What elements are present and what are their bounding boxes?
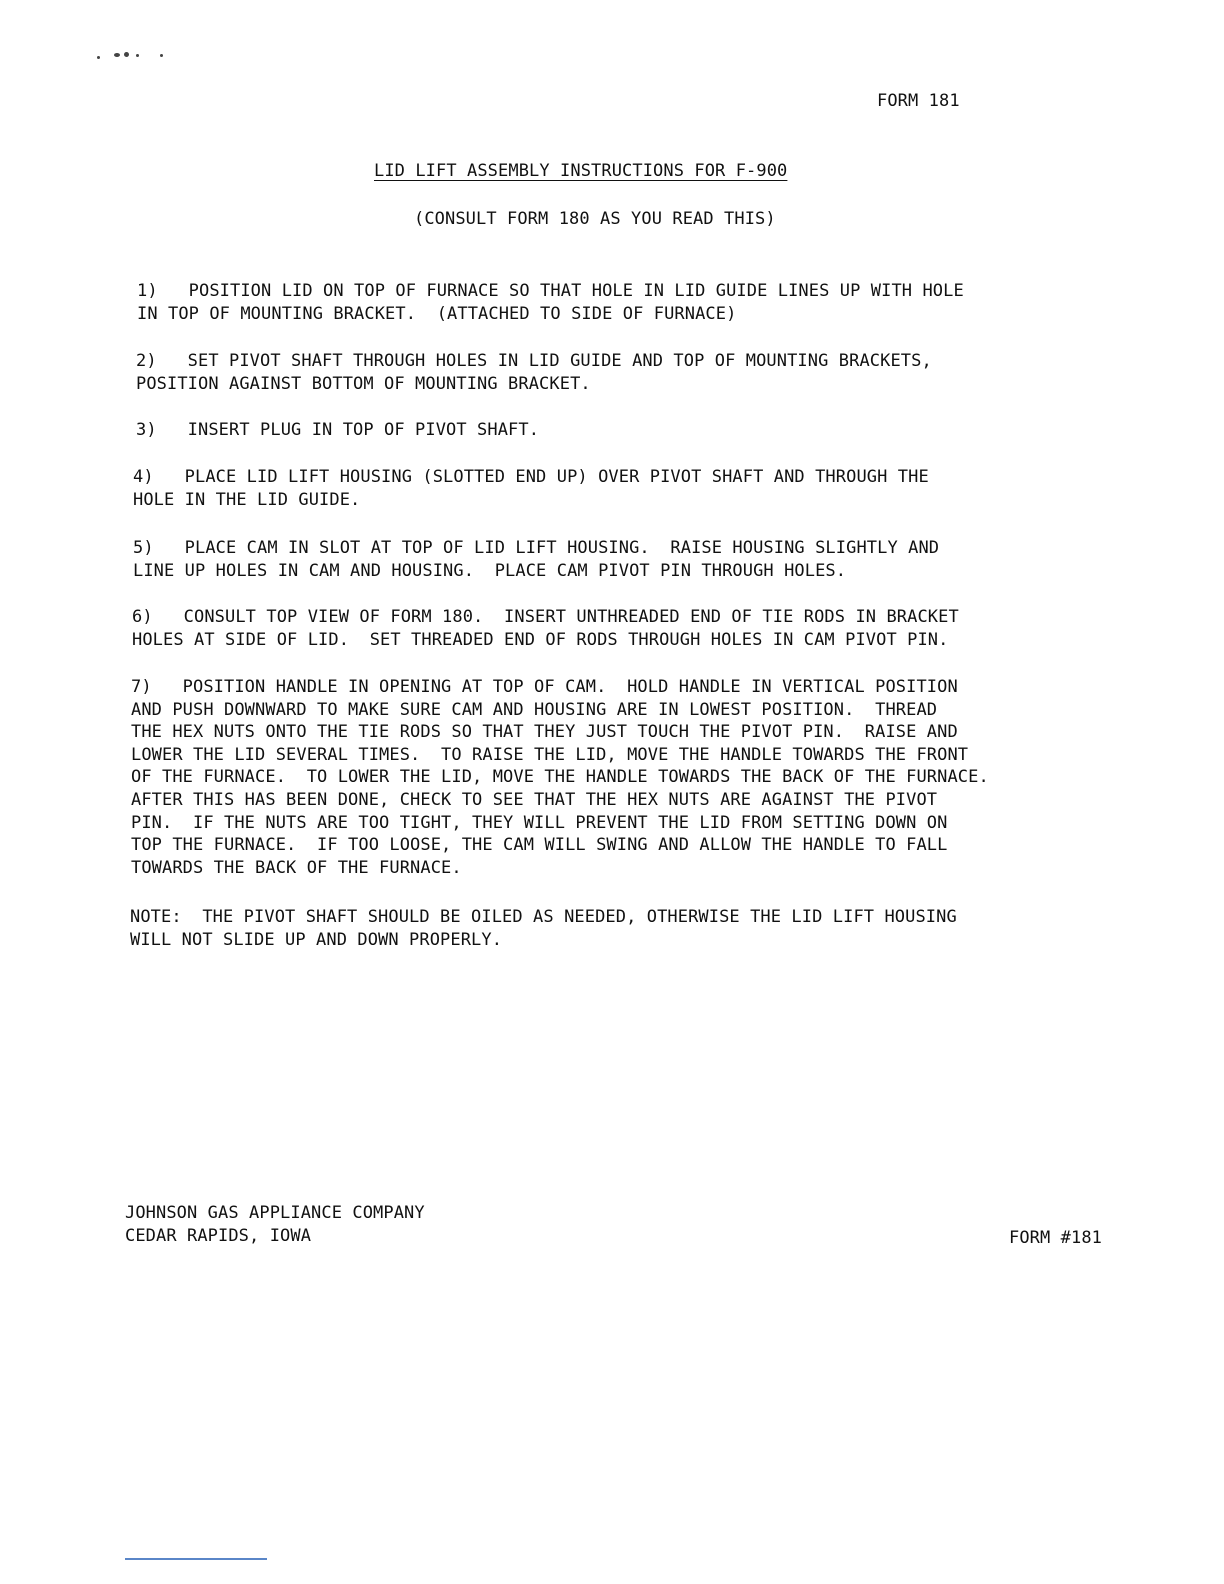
step-line: LINE UP HOLES IN CAM AND HOUSING. PLACE CAM PIVOT PIN THROUGH HOLES.: [133, 560, 847, 581]
step-line: AND PUSH DOWNWARD TO MAKE SURE CAM AND HOUSING ARE IN LOWEST POSITION. THREAD: [131, 699, 938, 720]
step-line: HOLES AT SIDE OF LID. SET THREADED END OF RODS THROUGH HOLES IN CAM PIVOT PIN.: [132, 629, 949, 650]
step-1: [137, 280, 1187, 325]
step-line: LOWER THE LID SEVERAL TIMES. TO RAISE THE LID, MOVE THE HANDLE TOWARDS THE FRONT: [131, 744, 969, 765]
document-title: LID LIFT ASSEMBLY INSTRUCTIONS FOR F-900: [374, 161, 788, 181]
step-7: [131, 676, 1181, 879]
step-line: 6) CONSULT TOP VIEW OF FORM 180. INSERT UNTHREADED END OF TIE RODS IN BRACKET: [132, 607, 959, 627]
step-line: PIN. IF THE NUTS ARE TOO TIGHT, THEY WILL PREVENT THE LID FROM SETTING DOWN ON: [131, 812, 948, 833]
note-line: WILL NOT SLIDE UP AND DOWN PROPERLY.: [130, 929, 503, 950]
step-line: 7) POSITION HANDLE IN OPENING AT TOP OF CAM. HOLD HANDLE IN VERTICAL POSITION: [131, 677, 958, 697]
scan-speck: [114, 53, 120, 57]
step-line: THE HEX NUTS ONTO THE TIE RODS SO THAT THEY JUST TOUCH THE PIVOT PIN. RAISE AND: [131, 722, 958, 743]
step-line: TOWARDS THE BACK OF THE FURNACE.: [131, 857, 462, 878]
step-2: [136, 350, 1186, 395]
step-line: OF THE FURNACE. TO LOWER THE LID, MOVE THE HANDLE TOWARDS THE BACK OF THE FURNACE.: [131, 767, 989, 788]
note: [130, 906, 1180, 951]
step-line: 3) INSERT PLUG IN TOP OF PIVOT SHAFT.: [136, 420, 540, 440]
step-line: IN TOP OF MOUNTING BRACKET. (ATTACHED TO SIDE OF FURNACE): [137, 303, 737, 324]
footer-location: CEDAR RAPIDS, IOWA: [125, 1226, 312, 1246]
document-subtitle: (CONSULT FORM 180 AS YOU READ THIS): [414, 209, 776, 229]
step-line: 4) PLACE LID LIFT HOUSING (SLOTTED END UP) OVER PIVOT SHAFT AND THROUGH THE: [133, 467, 929, 487]
step-line: HOLE IN THE LID GUIDE.: [133, 489, 361, 510]
step-line: TOP THE FURNACE. IF TOO LOOSE, THE CAM WILL SWING AND ALLOW THE HANDLE TO FALL: [131, 835, 948, 856]
footer-company: JOHNSON GAS APPLIANCE COMPANY: [125, 1203, 425, 1223]
footer-form-number: FORM #181: [1009, 1228, 1103, 1248]
note-line: NOTE: THE PIVOT SHAFT SHOULD BE OILED AS NEEDED, OTHERWISE THE LID LIFT HOUSING: [130, 907, 957, 927]
step-5: [133, 537, 1183, 582]
step-4: [133, 466, 1183, 511]
footer-rule: [125, 1558, 267, 1560]
step-line: AFTER THIS HAS BEEN DONE, CHECK TO SEE THAT THE HEX NUTS ARE AGAINST THE PIVOT: [131, 789, 938, 810]
form-number-header: FORM 181: [877, 91, 960, 111]
step-line: 1) POSITION LID ON TOP OF FURNACE SO THAT HOLE IN LID GUIDE LINES UP WITH HOLE: [137, 281, 964, 301]
scan-speck: [97, 56, 100, 59]
step-line: POSITION AGAINST BOTTOM OF MOUNTING BRACKET.: [136, 373, 591, 394]
step-6: [132, 606, 1182, 651]
step-line: 2) SET PIVOT SHAFT THROUGH HOLES IN LID GUIDE AND TOP OF MOUNTING BRACKETS,: [136, 351, 932, 371]
scan-speck: [160, 54, 163, 57]
step-line: 5) PLACE CAM IN SLOT AT TOP OF LID LIFT HOUSING. RAISE HOUSING SLIGHTLY AND: [133, 538, 940, 558]
step-3: [136, 419, 1186, 442]
scan-speck: [136, 54, 139, 57]
scan-speck: [124, 52, 129, 57]
